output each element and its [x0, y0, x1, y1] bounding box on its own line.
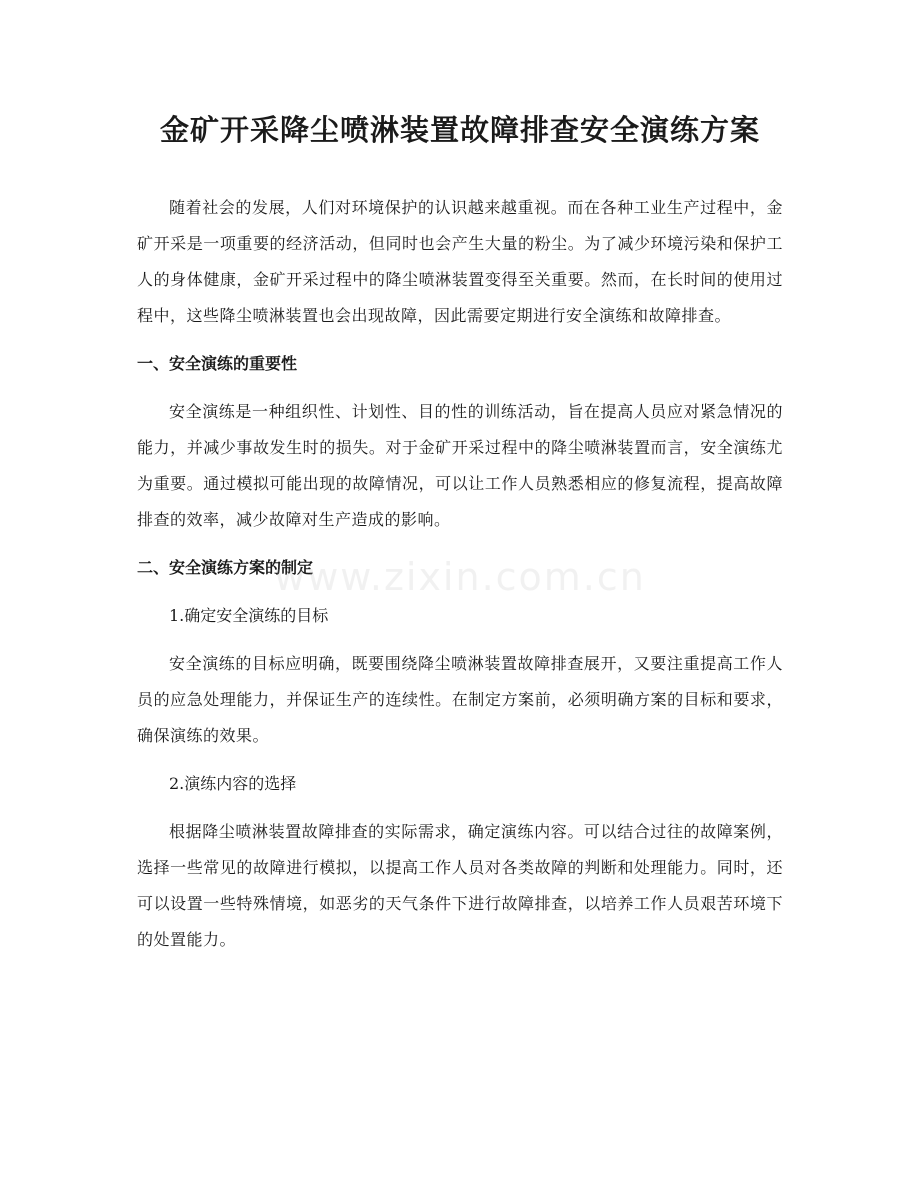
- section-paragraph-importance: 安全演练是一种组织性、计划性、目的性的训练活动，旨在提高人员应对紧急情况的能力，并减少事故发生时的损失。对于金矿开采过程中的降尘喷淋装置而言，安全演练尤为重要。通过模拟可能出现的故障情况，可以让工作人员熟悉相应的修复流程，提高故障排查的效率，减少故障对生产造成的影响。: [137, 402, 783, 529]
- subsection-paragraph-content: 根据降尘喷淋装置故障排查的实际需求，确定演练内容。可以结合过往的故障案例，选择一些常见的故障进行模拟，以提高工作人员对各类故障的判断和处理能力。同时，还可以设置一些特殊情境，如恶劣的天气条件下进行故障排查，以培养工作人员艰苦环境下的处置能力。: [137, 822, 783, 949]
- watermark: www.zixin.com.cn: [274, 555, 646, 599]
- subsection-heading-content: 2.演练内容的选择: [169, 774, 297, 793]
- intro-paragraph: 随着社会的发展，人们对环境保护的认识越来越重视。而在各种工业生产过程中，金矿开采是一项重要的经济活动，但同时也会产生大量的粉尘。为了减少环境污染和保护工人的身体健康，金矿开采过程中的降尘喷淋装置变得至关重要。然而，在长时间的使用过程中，这些降尘喷淋装置也会出现故障，因此需要定期进行安全演练和故障排查。: [137, 198, 783, 325]
- document-title: 金矿开采降尘喷淋装置故障排查安全演练方案: [159, 113, 760, 147]
- subsection-heading-goal: 1.确定安全演练的目标: [169, 606, 329, 625]
- section-heading-plan: 二、安全演练方案的制定: [137, 558, 314, 577]
- subsection-paragraph-goal: 安全演练的目标应明确，既要围绕降尘喷淋装置故障排查展开，又要注重提高工作人员的应急处理能力，并保证生产的连续性。在制定方案前，必须明确方案的目标和要求，确保演练的效果。: [137, 654, 783, 745]
- section-heading-importance: 一、安全演练的重要性: [137, 354, 298, 373]
